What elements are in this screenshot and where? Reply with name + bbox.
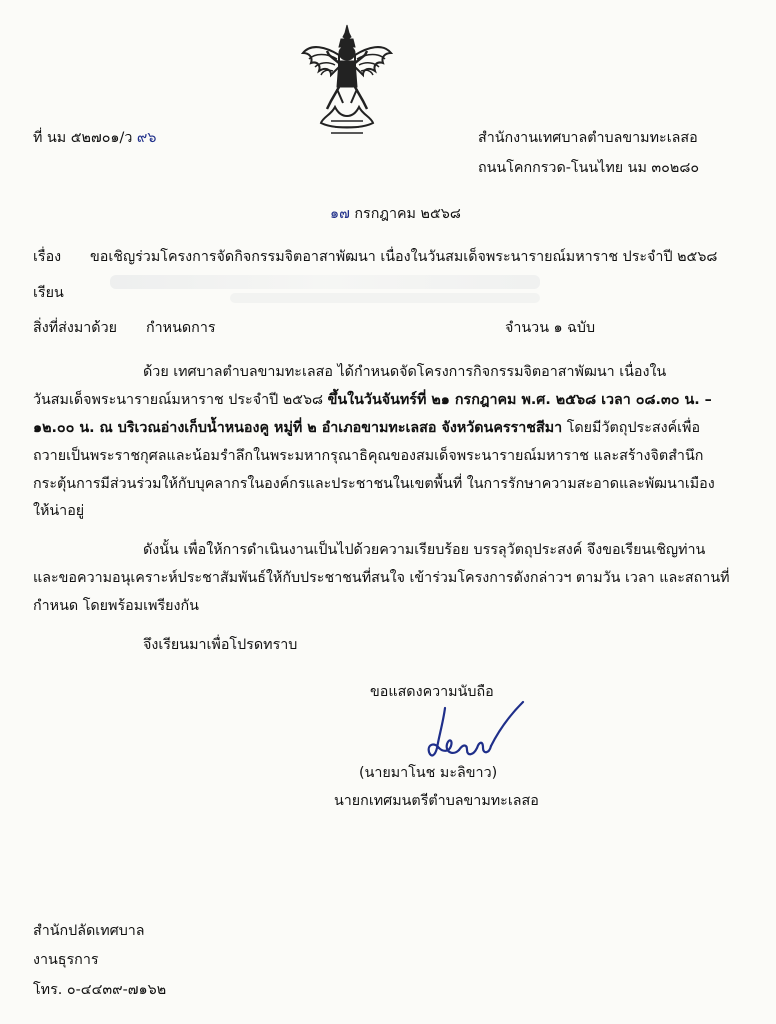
garuda-emblem-icon (301, 23, 393, 138)
office-name: สำนักงานเทศบาลตำบลขามทะเลสอ (478, 130, 698, 146)
footer-section: งานธุรการ (33, 952, 99, 968)
paragraph1-line5: กระตุ้นการมีส่วนร่วมให้กับบุคลากรในองค์กรและประชาชนในเขตพื้นที่ ในการรักษาความสะอาดและพัฒนาเมือง (33, 476, 715, 492)
paper-show-through-2 (230, 293, 540, 303)
signer-position: นายกเทศมนตรีตำบลขามทะเลสอ (334, 793, 539, 809)
handwritten-signature-icon (423, 698, 527, 768)
signer-name: (นายมาโนช มะลิขาว) (359, 765, 498, 781)
paragraph1-line4: ถวายเป็นพระราชกุศลและน้อมรำลึกในพระมหากรุณาธิคุณของสมเด็จพระนารายณ์มหาราช และสร้างจิตสำนึก (33, 448, 704, 464)
date-month-year: กรกฎาคม ๒๕๖๘ (354, 206, 461, 222)
closing-text: จึงเรียนมาเพื่อโปรดทราบ (143, 637, 298, 653)
enclosure-value: กำหนดการ (146, 320, 216, 336)
paragraph1-line1: ด้วย เทศบาลตำบลขามทะเลสอ ได้กำหนดจัดโครงการกิจกรรมจิตอาสาพัฒนา เนื่องใน (143, 364, 667, 380)
paragraph1-line6: ให้น่าอยู่ (33, 503, 85, 519)
paragraph1-line2 (33, 392, 712, 409)
enclosure-label: สิ่งที่ส่งมาด้วย (33, 320, 117, 336)
paragraph1-line3-bold: ๑๒.๐๐ น. ณ บริเวณอ่างเก็บน้ำหนองคู หมู่ที่ ๒ อำเภอขามทะเลสอ จังหวัดนครราชสีมา (33, 420, 563, 436)
regards-text: ขอแสดงความนับถือ (370, 684, 494, 700)
enclosure-count: จำนวน ๑ ฉบับ (505, 320, 596, 336)
subject-label: เรื่อง (33, 249, 62, 265)
salutation-label: เรียน (33, 285, 64, 301)
office-address: ถนนโคกกรวด-โนนไทย นม ๓๐๒๘๐ (478, 160, 700, 176)
date-day: ๑๗ (330, 206, 350, 222)
paragraph1-line3-normal: โดยมีวัตถุประสงค์เพื่อ (562, 420, 701, 436)
footer-phone: โทร. ๐-๔๔๓๙-๗๑๖๒ (33, 982, 167, 998)
paragraph1-line2-normal: วันสมเด็จพระนารายณ์มหาราช ประจำปี ๒๕๖๘ (33, 392, 328, 408)
paragraph2-line2: และขอความอนุเคราะห์ประชาสัมพันธ์ให้กับประชาชนที่สนใจ เข้าร่วมโครงการดังกล่าวฯ ตามวัน เวลา และสถานที่ (33, 570, 730, 586)
reference-line (33, 130, 156, 147)
paragraph2-line3: กำหนด โดยพร้อมเพรียงกัน (33, 598, 199, 614)
paragraph2-line1: ดังนั้น เพื่อให้การดำเนินงานเป็นไปด้วยความเรียบร้อย บรรลุวัตถุประสงค์ จึงขอเรียนเชิญท่าน (143, 542, 706, 558)
letter-date (330, 206, 461, 223)
reference-number: ๙๖ (136, 130, 157, 146)
subject-text: ขอเชิญร่วมโครงการจัดกิจกรรมจิตอาสาพัฒนา เนื่องในวันสมเด็จพระนารายณ์มหาราช ประจำปี ๒๕๖๘ (90, 249, 718, 265)
paper-show-through (110, 275, 540, 289)
paragraph1-line2-bold: ขึ้นในวันจันทร์ที่ ๒๑ กรกฎาคม พ.ศ. ๒๕๖๘ เวลา ๐๘.๓๐ น. – (327, 392, 712, 408)
paragraph1-line3 (33, 420, 700, 437)
footer-department: สำนักปลัดเทศบาล (33, 923, 145, 939)
reference-prefix: ที่ นม ๕๒๗๐๑/ว (33, 130, 133, 146)
